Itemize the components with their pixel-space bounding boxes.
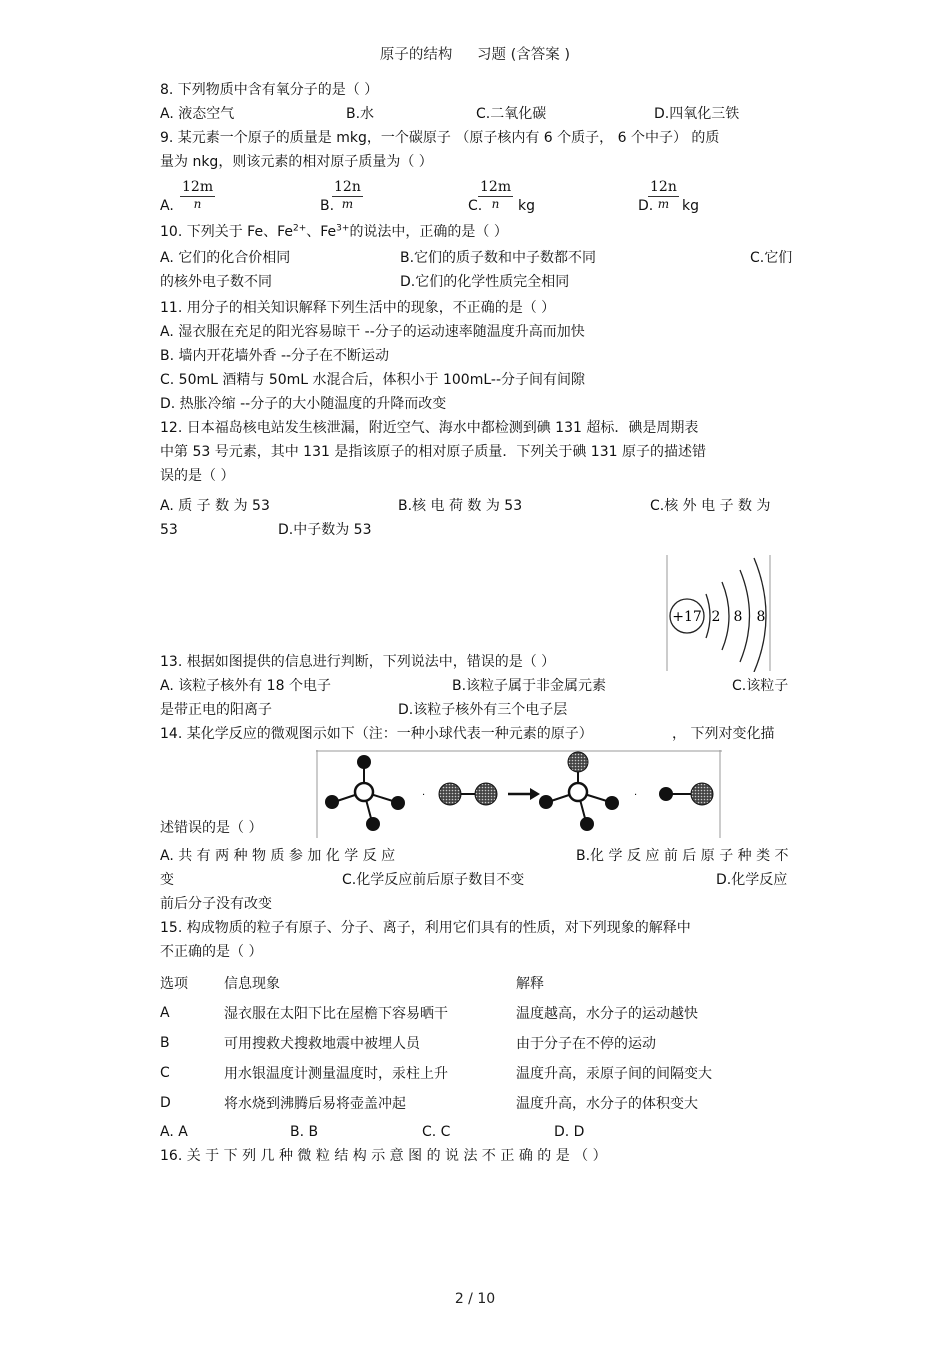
question-12-stem-line1: 12. 日本福岛核电站发生核泄漏，附近空气、海水中都检测到碘 131 超标．碘是周期表	[160, 420, 699, 436]
question-9-stem-line1: 9. 某元素一个原子的质量是 mkg，一个碳原子 （原子核内有 6 个质子， 6 个中子） 的质	[160, 130, 720, 146]
product-molecule-1	[539, 752, 619, 831]
q9-option-d-fraction	[648, 180, 679, 210]
q8-option-a: A. 液态空气	[160, 106, 235, 122]
question-14-options-line2	[160, 868, 790, 892]
q9-option-d-label: D.	[638, 198, 654, 214]
q11-option-a: A. 湿衣服在充足的阳光容易晾干 --分子的运动速率随温度升高而加快	[160, 324, 585, 340]
q12-option-b: B.核 电 荷 数 为 53	[398, 498, 523, 514]
question-10-options-line2	[160, 270, 790, 294]
q9-b-numerator: 12n	[334, 179, 361, 195]
q15-option-b: B. B	[290, 1124, 319, 1140]
shell-3-electrons: 8	[756, 609, 766, 625]
q12-option-d: D.中子数为 53	[278, 522, 372, 538]
q15-option-c: C. C	[422, 1124, 451, 1140]
question-13-options-line2	[160, 698, 790, 722]
q10-option-b: B.它们的质子数和中子数都不同	[400, 250, 597, 266]
question-15-stem-line1: 15. 构成物质的粒子有原子、分子、离子，利用它们具有的性质，对下列现象的解释中	[160, 920, 691, 936]
table-row	[160, 1088, 712, 1118]
shell-arc-2	[722, 582, 729, 650]
q9-c-unit: kg	[518, 198, 535, 214]
plus-sign-1: ·	[422, 790, 426, 801]
shell-arc-1	[706, 594, 710, 638]
question-12-options-line1	[160, 494, 790, 518]
q13-option-c: C.该粒子	[732, 678, 789, 694]
q13-option-d: D.该粒子核外有三个电子层	[398, 702, 568, 718]
q11-option-d: D. 热胀冷缩 --分子的大小随温度的升降而改变	[160, 396, 447, 412]
table-cell-phenomenon: 可用搜救犬搜救地震中被埋人员	[224, 1036, 420, 1052]
q10-fe2-charge: 2+	[292, 223, 307, 234]
question-8-stem: 8. 下列物质中含有氧分子的是（ ）	[160, 82, 379, 98]
page-header	[0, 43, 950, 64]
q9-c-numerator: 12m	[480, 179, 512, 195]
q10-stem-part1: 10. 下列关于 Fe、Fe	[160, 224, 293, 240]
table-cell-explanation: 温度升高，汞原子间的间隔变大	[516, 1066, 712, 1082]
header-title: 原子的结构	[379, 47, 453, 63]
document-body	[160, 78, 793, 1168]
table-cell-phenomenon: 湿衣服在太阳下比在屋檐下容易晒干	[224, 1006, 448, 1022]
question-9-options	[160, 174, 790, 214]
q9-b-denominator: m	[341, 197, 354, 211]
product-molecule-2	[659, 783, 713, 805]
q8-option-d: D.四氧化三铁	[654, 106, 740, 122]
question-12-stem-line3: 误的是（ ）	[160, 468, 235, 484]
question-8-options	[160, 102, 790, 126]
q13-option-b: B.该粒子属于非金属元素	[452, 678, 607, 694]
q14-stem-part2: ， 下列对变化描	[672, 726, 775, 742]
question-14-options-line1	[160, 844, 790, 868]
table-cell-phenomenon: 将水烧到沸腾后易将壶盖冲起	[224, 1096, 406, 1112]
nucleus-charge: +17	[672, 609, 702, 625]
question-15-options	[160, 1120, 790, 1144]
q9-option-b-label: B.	[320, 198, 335, 214]
reaction-microscopic-diagram	[316, 750, 722, 838]
table-cell-explanation: 由于分子在不停的运动	[516, 1036, 656, 1052]
q10-stem-part2: 、Fe	[306, 224, 337, 240]
page-number: 2 / 10	[454, 1291, 496, 1307]
q12-option-c-cont: 53	[160, 522, 178, 538]
header-subtitle: 习题 (含答案 )	[477, 47, 571, 63]
q9-a-numerator: 12m	[182, 179, 214, 195]
q9-a-denominator: n	[193, 197, 202, 211]
table-header-phenomenon: 信息现象	[224, 976, 280, 992]
q10-option-d: D.它们的化学性质完全相同	[400, 274, 570, 290]
q9-d-unit: kg	[682, 198, 699, 214]
q11-option-c: C. 50mL 酒精与 50mL 水混合后，体积小于 100mL--分子间有间隙	[160, 372, 585, 388]
q9-option-a-label: A.	[160, 198, 174, 214]
table-cell-option: C	[160, 1065, 170, 1081]
reaction-arrow	[508, 788, 540, 800]
q10-fe3-charge: 3+	[336, 223, 350, 234]
table-row	[160, 1058, 712, 1088]
q9-c-denominator: n	[491, 197, 500, 211]
question-13-stem: 13. 根据如图提供的信息进行判断，下列说法中，错误的是（ ）	[160, 654, 556, 670]
table-header-option: 选项	[160, 976, 188, 992]
q9-d-denominator: m	[657, 197, 670, 211]
q8-option-b: B.水	[346, 106, 375, 122]
q15-info-table	[160, 968, 712, 1118]
q9-option-c-label: C.	[468, 198, 483, 214]
q10-stem-part3: 的说法中，正确的是（ ）	[349, 224, 508, 240]
q11-option-b: B. 墙内开花墙外香 --分子在不断运动	[160, 348, 390, 364]
q14-option-b-cont: 变	[160, 872, 174, 888]
q9-d-numerator: 12n	[650, 179, 677, 195]
q15-option-d: D. D	[554, 1124, 585, 1140]
q14-option-c: C.化学反应前后原子数目不变	[342, 872, 525, 888]
table-cell-option: A	[160, 1005, 170, 1021]
q15-option-a: A. A	[160, 1124, 188, 1140]
table-header-row	[160, 968, 712, 998]
q12-option-a: A. 质 子 数 为 53	[160, 498, 270, 514]
plus-sign-2: ·	[634, 790, 638, 801]
reactant-molecule-2	[439, 783, 497, 805]
table-row	[160, 1028, 712, 1058]
table-cell-option: B	[160, 1035, 170, 1051]
table-cell-option: D	[160, 1095, 171, 1111]
q10-option-c: C.它们	[750, 250, 793, 266]
question-10-options-line1	[160, 246, 793, 270]
shell-1-electrons: 2	[711, 609, 721, 625]
question-13-options-line1	[160, 674, 790, 698]
question-12-options-line2	[160, 518, 790, 542]
reaction-diagram-area	[160, 746, 790, 840]
question-12-stem-line2: 中第 53 号元素，其中 131 是指该原子的相对原子质量．下列关于碘 131 原子的描述错	[160, 444, 706, 460]
atom-diagram-area	[160, 542, 790, 650]
table-header-explanation: 解释	[516, 976, 544, 992]
q10-option-a: A. 它们的化合价相同	[160, 250, 291, 266]
shell-2-electrons: 8	[733, 609, 743, 625]
q14-stem-part1: 14. 某化学反应的微观图示如下（注：一种小球代表一种元素的原子）	[160, 726, 593, 742]
q9-option-c-fraction	[478, 180, 513, 210]
question-9-stem-line2: 量为 nkg，则该元素的相对原子质量为（ ）	[160, 154, 433, 170]
question-14-stem-line1	[160, 722, 790, 746]
reactant-molecule-1	[325, 755, 405, 831]
question-11-stem: 11. 用分子的相关知识解释下列生活中的现象，不正确的是（ ）	[160, 300, 556, 316]
q13-option-c-cont: 是带正电的阳离子	[160, 702, 272, 718]
q14-option-b: B.化 学 反 应 前 后 原 子 种 类 不	[576, 848, 789, 864]
q14-stem-line2: 述错误的是（ ）	[160, 820, 263, 836]
q13-option-a: A. 该粒子核外有 18 个电子	[160, 678, 331, 694]
q14-option-d-cont: 前后分子没有改变	[160, 896, 272, 912]
table-cell-phenomenon: 用水银温度计测量温度时，汞柱上升	[224, 1066, 448, 1082]
q14-option-a: A. 共 有 两 种 物 质 参 加 化 学 反 应	[160, 848, 396, 864]
table-cell-explanation: 温度升高，水分子的体积变大	[516, 1096, 698, 1112]
q9-option-a-fraction	[180, 180, 215, 210]
q10-option-c-cont: 的核外电子数不同	[160, 274, 272, 290]
table-row	[160, 998, 712, 1028]
q14-option-d: D.化学反应	[716, 872, 788, 888]
question-16-stem: 16. 关 于 下 列 几 种 微 粒 结 构 示 意 图 的 说 法 不 正 确 的 是 （ ）	[160, 1148, 607, 1164]
q12-option-c: C.核 外 电 子 数 为	[650, 498, 771, 514]
question-10-stem	[160, 220, 790, 244]
q8-option-c: C.二氧化碳	[476, 106, 547, 122]
q9-option-b-fraction	[332, 180, 363, 210]
question-15-stem-line2: 不正确的是（ ）	[160, 944, 263, 960]
table-cell-explanation: 温度越高，水分子的运动越快	[516, 1006, 698, 1022]
